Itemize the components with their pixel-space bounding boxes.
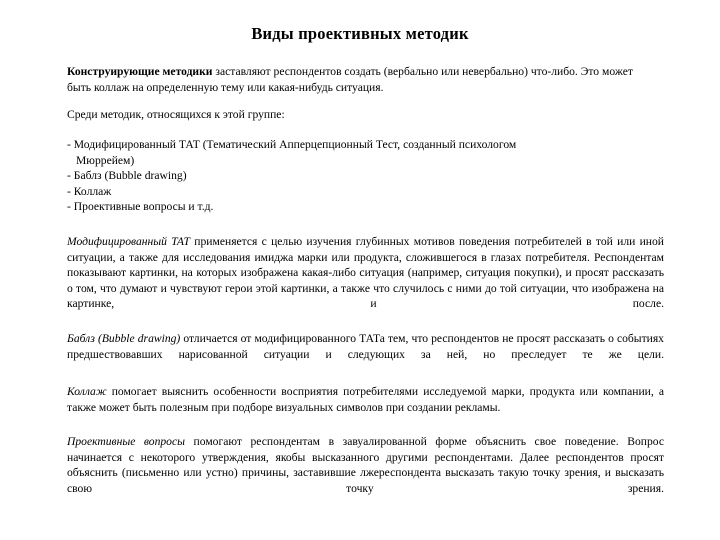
list-item bbox=[67, 199, 667, 215]
paragraph-bubble-drawing bbox=[67, 331, 664, 362]
paragraph-collage bbox=[67, 384, 664, 415]
paragraph-lead-term: Модифицированный ТАТ bbox=[67, 235, 191, 248]
list-item-marker: - bbox=[67, 169, 71, 183]
list-caption bbox=[67, 107, 567, 123]
list-item bbox=[67, 184, 667, 200]
list-item-continuation: Мюррейем) bbox=[76, 153, 135, 167]
list-item-label: Модифицированный ТАТ (Тематический Апперцепционный Тест, созданный психологом bbox=[73, 138, 517, 151]
page-title: Виды проективных методик bbox=[251, 24, 469, 43]
intro-lead-term: Конструирующие методики bbox=[67, 65, 213, 78]
intro-body-text: заставляют респондентов создать (вербально или невербально) что-либо. Это может быть коллаж на определенную тему или какая-нибудь ситуация. bbox=[67, 65, 633, 94]
paragraph-body-text: помогает выяснить особенности восприятия потребителями исследуемой марки, продукта или компании, а также может быть полезным при подборе визуальных символов при создании рекламы. bbox=[67, 385, 664, 414]
list-item-marker: - bbox=[67, 200, 71, 214]
paragraph-body-text: помогают респондентам в завуалированной форме объяснить свое поведение. Вопрос начинается с некоторого утверждения, якобы высказанного другими респондентами. Далее респондентов просят объяснить (письменно или устно) причины, заставившие лжереспондента высказать такую точку зрения, и высказать свою точку зрения. bbox=[67, 435, 664, 495]
list-item-label: Проективные вопросы и т.д. bbox=[73, 200, 214, 214]
methods-list bbox=[67, 137, 667, 215]
paragraph-lead-term: Коллаж bbox=[67, 385, 107, 398]
paragraph-lead-term: Проективные вопросы bbox=[67, 435, 185, 448]
list-item bbox=[67, 168, 667, 184]
paragraph-modified-tat bbox=[67, 234, 664, 312]
list-item-label: Баблз (Bubble drawing) bbox=[73, 169, 187, 183]
paragraph-projective-questions bbox=[67, 434, 664, 496]
list-item-marker: - bbox=[67, 138, 71, 151]
paragraph-body-text: применяется с целью изучения глубинных мотивов поведения потребителей в той или иной ситуации, а также для исследования имиджа марки или продукта, сложившегося в глазах потребителя. Респондентам показывают картинки, на которых изображена какая-либо ситуация (например, ситуация покупки), и просят рассказать о том, что думают и чувствуют герои этой картинки, а также что случилось с ними до той ситуации, что изображена на картинке, и после. bbox=[67, 235, 665, 311]
paragraph-lead-term: Баблз (Bubble drawing) bbox=[67, 332, 181, 345]
list-item-label: Коллаж bbox=[73, 184, 112, 198]
list-item-marker: - bbox=[67, 184, 71, 198]
list-item bbox=[67, 137, 667, 168]
paragraph-intro bbox=[67, 64, 659, 95]
list-caption-text: Среди методик, относящихся к этой группе: bbox=[67, 108, 285, 121]
paragraph-body-text: отличается от модифицированного ТАТа тем, что респондентов не просят рассказать о событиях предшествовавших нарисованной ситуации и следующих за ней, но преследует те же цели. bbox=[67, 332, 664, 361]
